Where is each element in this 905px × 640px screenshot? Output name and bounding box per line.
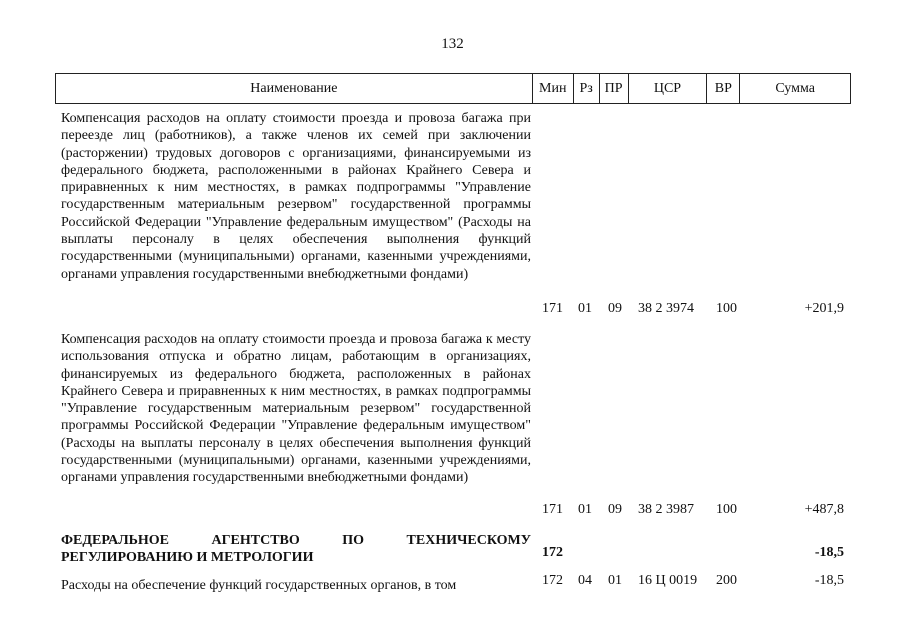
row-min: 171 <box>542 301 563 316</box>
row-csr: 16 Ц 0019 <box>638 573 698 588</box>
row-min: 171 <box>542 502 563 517</box>
row-name: Расходы на обеспечение функций государственных органов, в том <box>61 578 457 593</box>
agency-name: ФЕДЕРАЛЬНОЕ АГЕНТСТВО ПО ТЕХНИЧЕСКОМУ РЕГУЛИРОВАНИЮ И МЕТРОЛОГИИ <box>61 533 531 566</box>
row-vr: 200 <box>716 573 737 588</box>
header-sum: Сумма <box>739 74 850 103</box>
row-sum: -18,5 <box>814 573 844 588</box>
table-row-agency <box>55 532 851 570</box>
header-pr: ПР <box>599 74 628 103</box>
row-rz: 04 <box>578 573 592 588</box>
page-number: 132 <box>441 36 464 52</box>
table-row <box>55 110 851 320</box>
row-vr: 100 <box>716 301 737 316</box>
row-rz: 01 <box>578 502 592 517</box>
header-csr: ЦСР <box>628 74 707 103</box>
row-csr: 38 2 3974 <box>638 301 694 316</box>
row-min: 172 <box>542 573 563 588</box>
row-sum: +201,9 <box>804 301 844 316</box>
row-pr: 09 <box>608 502 622 517</box>
row-min: 172 <box>542 545 563 560</box>
header-min: Мин <box>532 74 573 103</box>
header-rz: Рз <box>573 74 599 103</box>
row-name: Компенсация расходов на оплату стоимости проезда и провоза багажа при переезде лиц (работников), а также членов их семей при заключении (расторжении) трудовых договоров с организациями, финансируемыми из федерального бюджета, расположенными в районах Крайнего Севера и приравненных к ним местностях, в рамках подпрограммы "Управление государственным материальным резервом" государственной программы Российской Федерации "Управление федеральным имуществом" (Расходы на выплаты персоналу в целях обеспечения выполнения функций государственными (муниципальными) органами, казенными учреждениями, органами управления государственными внебюджетными фондами) <box>61 111 531 282</box>
row-sum: -18,5 <box>814 545 844 560</box>
row-sum: +487,8 <box>804 502 844 517</box>
table-row <box>55 331 851 521</box>
header-name: Наименование <box>250 80 338 96</box>
table-header <box>55 73 851 104</box>
row-vr: 100 <box>716 502 737 517</box>
row-pr: 01 <box>608 573 622 588</box>
row-pr: 09 <box>608 301 622 316</box>
row-name: Компенсация расходов на оплату стоимости проезда и провоза багажа к месту использования отпуска и обратно лицам, работающим в организациях, финансируемых из федерального бюджета, расположенных в районах Крайнего Севера и приравненных к ним местностях, в рамках подпрограммы "Управление государственным материальным резервом" государственной программы Российской Федерации "Управление федеральным имуществом" (Расходы на выплаты персоналу в целях обеспечения выполнения функций государственными (муниципальными) органами, казенными учреждениями, органами управления государственными внебюджетными фондами) <box>61 332 531 486</box>
row-csr: 38 2 3987 <box>638 502 694 517</box>
header-vr: ВР <box>706 74 739 103</box>
table-row <box>55 572 851 596</box>
row-rz: 01 <box>578 301 592 316</box>
